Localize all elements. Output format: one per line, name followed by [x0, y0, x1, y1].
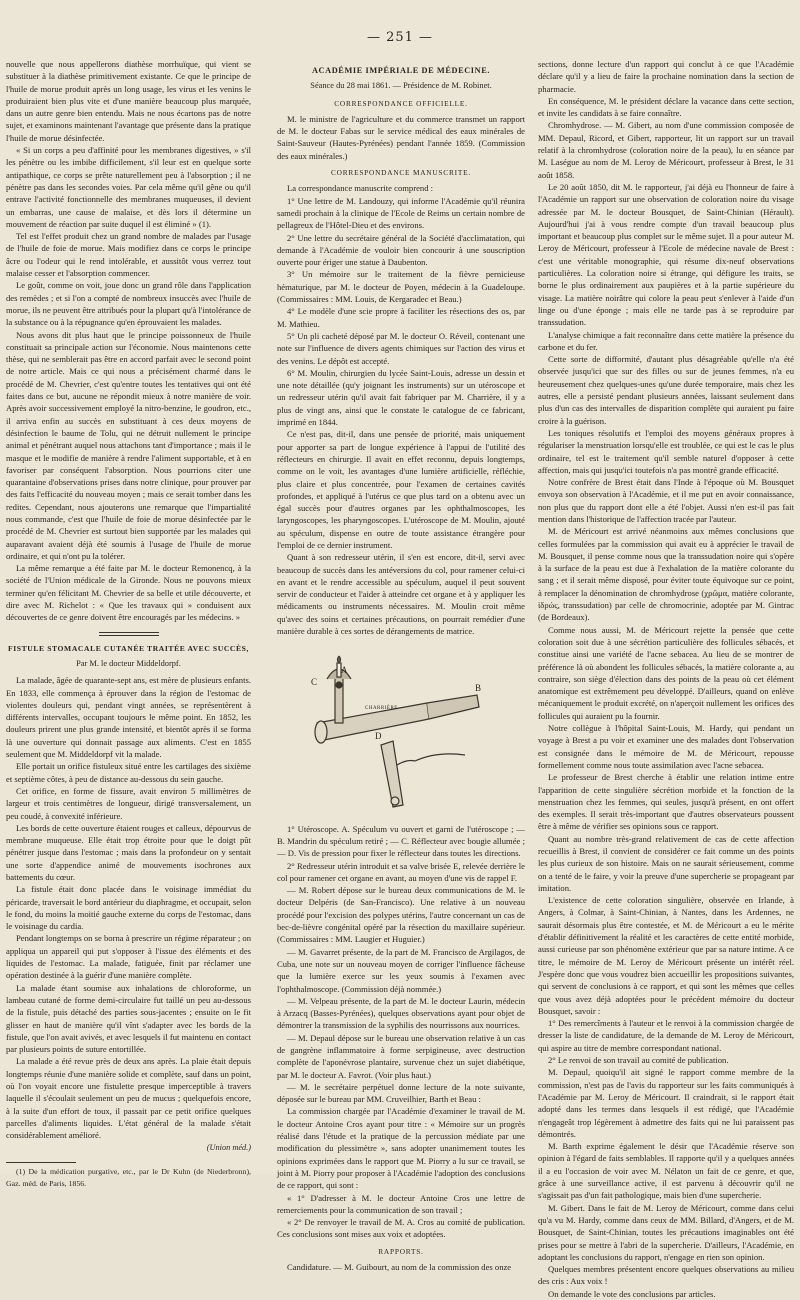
paragraph: Tel est l'effet produit chez un grand nombre de malades par l'usage de l'huile de foie de morue. Mais modifiez dans ce corps le principe âcre ou l'odeur qui le rend intolérable, et aussitôt vous verrez tout malaise cesser et l'absorption commencer.	[6, 231, 251, 279]
paragraph: La même remarque a été faite par M. le docteur Remonencq, à la société de l'Union médicale de la Gironde. Nous ne pouvons mieux terminer qu'en félicitant M. Chevrier de sa belle et utile découverte, et dire avec M. Richelot : « Que les travaux qui » conduisent aux découvertes de ce genre doivent être encouragés par les médecins. »	[6, 563, 251, 623]
paragraph: Cette sorte de difformité, d'autant plus désagréable qu'elle n'a été observée jusqu'ici que sur des filles ou sur de jeunes femmes, n'a eu heureusement chez quelques-unes qu'une durée temporaire, mais chez les autres, elle a persisté pendant plusieurs années, laissant seulement dans plus d'un cas des intervalles de disparition complète qui auraient pu faire croire à la guérison.	[538, 354, 794, 426]
candle-flame	[338, 656, 341, 663]
paragraph: 4° Le modèle d'une scie propre à faciliter les résections des os, par M. Mathieu.	[277, 306, 525, 329]
paragraph: M. Barth exprime également le désir que l'Académie réserve son opinion à l'égard de faits semblables. Il rapporte qu'il y a quelques années il a eu l'occasion de voir avec M. Nélaton un fait de ce genre, et que, grâce à une surveillance active, il est parvenu à découvrir qu'il ne s'agissait pas d'un fait pathologique, mais bien d'une supercherie.	[538, 1141, 794, 1201]
paragraph: Les toniques résolutifs et l'emploi des moyens généraux propres à régulariser la menstruation lorsqu'elle est troublée, ce qui est le cas le plus ordinaire, tel est le traitement qu'il semble naturel d'opposer à cette affection, mais qui jusqu'ici toutefois n'a pas montré grande efficacité.	[538, 427, 794, 475]
paragraph: — M. Velpeau présente, de la part de M. le docteur Laurin, médecin à Arzacq (Basses-Pyrénées), quelques observations ayant pour objet de démontrer la transmission de la syphilis des nourrissons aux nourrices.	[277, 995, 525, 1031]
label-b: B	[475, 683, 482, 694]
paragraph: L'analyse chimique a fait reconnaître dans cette matière la présence du carbone et du fer.	[538, 329, 794, 352]
paragraph: Le goût, comme on voit, joue donc un grand rôle dans l'application des remèdes ; et si l'on a compté de nombreux insuccès avec l'huile de morue, ils ne peuvent être attribués pour la plupart qu'à l'intolérance de la substance ou à la répugnance qu'en éprouvaient les malades.	[6, 280, 251, 328]
paragraph: Quelques membres présentent encore quelques observations au milieu des cris : Aux voix !	[538, 1264, 794, 1287]
valve-rod	[415, 754, 465, 761]
paragraph: L'existence de cette coloration singulière, observée en Irlande, à Angers, à Colmar, à Saint-Chinian, à Nantes, dans les Ardennes, ne saurait désormais plus être contestée, et M. de Méricourt a eu le mérite d'établir définitivement la réalité et les caractères de cette entité morbide, aussi curieuse par son phénomène extérieur que par sa nature intime. A ce titre, le mémoire de M. Leroy de Méricourt présente un intérêt réel. J'espère donc que vous voudrez bien accueillir les propositions suivantes, qui servent de conclusions à ce rapport, et qui sont les mêmes que celles que vous avez déjà adoptées pour le précédent mémoire du docteur Bousquet, savoir :	[538, 895, 794, 1016]
paragraph: — M. Robert dépose sur le bureau deux communications de M. le docteur Delpéris (de San-Francisco). Une relative à un nouveau procédé pour l'excision des polypes utérins, l'autre concernant un cas de bec-de-lièvre congénital opéré par la résection du maxillaire supérieur. (Commissaires : MM. Laugier et Huguier.)	[277, 885, 525, 945]
footnote: (1) De la médication purgative, etc., par le Dr Kuhn (de Niederbronn), Gaz. méd. de Paris, 1856.	[6, 1166, 251, 1189]
paragraph: Comme nous aussi, M. de Méricourt rejette la pensée que cette coloration soit due à une sécrétion particulière des follicules sébacés, et constitue ainsi une variété de l'acne sebacea. Au lieu de se montrer de préférence là où abondent les follicules sébacés, la matière colorante a, au contraire, son siège d'élection dans des points de la peau où cet élément anatomique est extrêmement peu développé. D'ailleurs, quand on enlève mécaniquement le produit excrété, on n'aperçoit nullement les orifices des follicules qui auraient pu la fournir.	[538, 624, 794, 721]
paragraph: — M. le secrétaire perpétuel donne lecture de la note suivante, déposée sur le bureau par MM. Cruveilhier, Barth et Beau :	[277, 1081, 525, 1105]
paragraph: Le 20 août 1850, dit M. le rapporteur, j'ai déjà eu l'honneur de faire à l'Académie un rapport sur une observation de coloration noire du visage adressée par M. le docteur Bousquet, de Saint-Chinian (Hérault). Aujourd'hui j'ai à vous rendre compte d'un travail beaucoup plus important et beaucoup plus complet sur le même sujet. Il a pour auteur M. Leroy de Méricourt, professeur à l'Ecole de médecine navale de Brest : c'est une véritable monographie, qui résume dix-neuf observations particulières. La coloration noire si étrange, qui défigure les traits, se borne le plus ordinairement aux paupières et à la partie supérieure du visage. La matière noirâtre qui colore la peau peut s'enlever à l'aide d'un linge ou d'une éponge ; mais elle ne tarde pas à se reproduire par transsudation.	[538, 181, 794, 328]
article-title: FISTULE STOMACALE CUTANÉE TRAITÉE AVEC SUCCÈS,	[8, 643, 249, 653]
column-middle	[277, 58, 525, 1273]
paragraph: 2° Redresseur utérin introduit et sa valve brisée E, relevée derrière le col pour ramener cet organe en avant, au moyen d'une vis de rappel F.	[277, 860, 525, 883]
session-line: Séance du 28 mai 1861. — Présidence de M. Robinet.	[310, 81, 492, 91]
paragraph: La malade a été revue près de deux ans après. La plaie était depuis longtemps réunie d'une manière solide et complète, sauf dans un point, où l'on voyait encore une fistulette presque imperceptible à travers laquelle il s'écoulait seulement un peu de mucus ; quelquefois encore, à la suite d'un effort de toux, il passait par ce petit orifice quelques parcelles d'aliments liquides. L'état général de la malade s'était considérablement amélioré.	[6, 1056, 251, 1141]
paragraph: Pendant longtemps on se borna à prescrire un régime réparateur ; on appliqua un appareil qui put s'opposer à l'issue des éléments et des liquides de l'estomac. La malade, fatiguée, finit par réclamer une opération destinée à la guérir d'une manière complète.	[6, 933, 251, 981]
uteroscope-figure	[277, 643, 525, 813]
paragraph: Notre confrère de Brest était dans l'Inde à l'époque où M. Bousquet envoya son observation à l'Académie, et il me put en avoir connaissance, non plus que du rapport dont elle a été l'objet. Aussi n'en est-il pas fait mention dans l'historique de l'affection tracée par l'auteur.	[538, 477, 794, 524]
subsection-label: CORRESPONDANCE MANUSCRITE.	[331, 168, 471, 178]
paragraph: Quant au nombre très-grand relativement de cas de cette affection recueillis à Brest, il convient de considérer ce fait comme un des points les plus curieux de son histoire. Mais on ne saurait sérieusement, comme on a tenté de le faire, y voir la preuve d'une supercherie se propageant par imitation.	[538, 833, 794, 893]
paragraph: M. le ministre de l'agriculture et du commerce transmet un rapport de M. le docteur Fabas sur le service médical des eaux minérales de Saint-Sauveur (Hautes-Pyrénées) pendant l'année 1859. (Commission des eaux minérales.)	[277, 113, 525, 161]
pressure-screw	[336, 682, 342, 688]
redresseur-body	[381, 741, 403, 807]
paragraph: 1° Utéroscope. A. Spéculum vu ouvert et garni de l'utéroscope ; — B. Mandrin du spéculum retiré ; — C. Réflecteur avec bougie allumée ; — D. Vis de pression pour fixer le réflecteur dans toutes les directions.	[277, 823, 525, 859]
paragraph: 2° Le renvoi de son travail au comité de publication.	[548, 1055, 729, 1066]
paragraph: « 2° De renvoyer le travail de M. A. Cros au comité de publication. Ces conclusions sont mises aux voix et adoptées.	[277, 1217, 525, 1240]
paragraph: La malade étant soumise aux inhalations de chloroforme, un lambeau cutané de forme demi-circulaire fut taillé un peu au-dessous de la fistule, puis détaché des parties sous-jacentes ; ensuite on le fit glisser en haut de manière qu'il vînt s'adapter avec les bords de la fistule, que l'on avait avivés, et avec lesquels il fut maintenu en contact par plusieurs points de suture entortillée.	[6, 982, 251, 1055]
label-d: D	[375, 731, 382, 742]
paragraph: Cet orifice, en forme de fissure, avait environ 5 millimètres de largeur et trois centimètres de longueur, dirigé transversalement, un peu coudé, à convexité inférieure.	[6, 785, 251, 821]
source-signature: (Union méd.)	[206, 1142, 251, 1152]
paragraph: — M. Depaul dépose sur le bureau une observation relative à un cas de gangrène inflammatoire à forme serpigineuse, avec destruction complète de l'aponévrose plantaire, survenue chez un sujet diabétique, par M. le docteur A. Favrot. (Voir plus haut.)	[277, 1032, 525, 1080]
label-a: A	[341, 665, 348, 676]
paragraph: La correspondance manuscrite comprend :	[287, 183, 434, 194]
paragraph: Ce n'est pas, dit-il, dans une pensée de priorité, mais uniquement pour apporter sa part de longue expérience à l'appui de l'utilité des réflecteurs en chirurgie. Il avait en effet reconnu, depuis longtemps, comme on le voit, les avantages d'une lumière artificielle, réfléchie, plus claire et plus concentrée, pour l'examen de certaines cavités profondes, et appliqué à l'utérus ce que plus tard on a obtenu avec un égal succès pour d'autres organes par les ophthalmoscopes, les laryngoscopes, les pharyngoscopes. L'utéroscope de M. Moulin, ajouté au spéculum, dispense en outre de toute assistance étrangère pour l'emploi de ce dernier instrument.	[277, 429, 525, 550]
paragraph: 2° Une lettre du secrétaire général de la Société d'acclimatation, qui demande à l'Académie de vouloir bien concourir à une souscription ouverte pour ériger une statue à Daubenton.	[277, 232, 525, 268]
paragraph: 6° M. Moulin, chirurgien du lycée Saint-Louis, adresse un dessin et une note détaillée (qu'y joignant les instruments) sur un utéroscope et un redresseur utérin qu'il avait fait fabriquer par M. Charrière, il y a plus de vingt ans, ainsi que le constate le catalogue de ce fabricant, imprimé en 1844.	[277, 367, 525, 428]
paragraph: M. de Méricourt est arrivé néanmoins aux mêmes conclusions que celles formulées par la commission qui avait eu à apprécier le travail de M. Bousquet, il pense comme nous que la transsudation noire qui s'opère à la surface de la peau est due à l'exhalation de la matière colorante du sang ; et il serait même disposé, pour éviter toute équivoque sur ce point, à remplacer la dénomination de chromhydrose (χρῶμα, matière colorante, ἱδρώς, transsudation) par celle de chromocrinie, adoptée par M. Gintrac (de Bordeaux).	[538, 526, 794, 623]
speculum-mandrin	[427, 695, 479, 719]
paragraph: M. Depaul, quoiqu'il ait signé le rapport comme membre de la commission, n'est pas de l'avis du rapporteur sur les faits communiqués à l'Académie par M. Leroy de Méricourt. Il craindrait, si le rapport était adopté dans les termes dans lesquels il est rédigé, que l'Académie n'engageât trop légèrement à admettre des faits qui ne lui paraissent pas démontrés.	[538, 1067, 794, 1139]
paragraph: 1° Une lettre de M. Landouzy, qui informe l'Académie qu'il réunira samedi prochain à la clinique de l'Ecole de Reims un certain nombre de pellagreux de l'Hôtel-Dieu et des environs.	[277, 195, 525, 231]
paragraph: M. Gibert. Dans le fait de M. Leroy de Méricourt, comme dans celui qu'a vu M. Hardy, comme dans ceux de MM. Billard, d'Angers, et de M. Bousquet, de Saint-Chinian, toutes les précautions imaginables ont été prises pour se mettre à l'abri de la supercherie. D'ailleurs, l'Académie, en adoptant les conclusions du rapport, n'engage en rien son opinion.	[538, 1202, 794, 1262]
paragraph: nouvelle que nous appellerons diathèse morrhuïque, qui vient se substituer à la diathèse primitivement existante. Ce que le principe de l'huile de morue produit après un long usage, les virus et les venins le produiraient bien plus vite et d'une manière beaucoup plus marquée, dans un autre genre bien entendu. Mais ne nous écartons pas de notre sujet, et examinons maintenant l'avantage que présente dans la pratique l'huile de morue désinfectée.	[6, 59, 251, 143]
paragraph: Quant à son redresseur utérin, il s'en est encore, dit-il, servi avec beaucoup de succès dans les antéversions du col, pour ramener celui-ci en avant et le rendre accessible au spéculum, auquel il peut souvent servir de conducteur et l'aider à atteindre cet organe et à y appliquer les médicaments ou instruments nécessaires. M. Moulin croit même qu'avec des soins et certaines précautions, on pourrait remédier d'une manière durable à ces sortes de dérangements de matrice.	[277, 552, 525, 637]
footnote-rule	[6, 1162, 76, 1163]
paragraph: 5° Un pli cacheté déposé par M. le docteur O. Réveil, contenant une note sur l'influence de divers agents chimiques sur l'action des virus et des venins. Le dépôt est accepté.	[277, 330, 525, 366]
paragraph: En conséquence, M. le président déclare la vacance dans cette section, et invite les candidats à se faire connaître.	[538, 95, 794, 119]
paragraph: Les bords de cette ouverture étaient rouges et calleux, dépourvus de membrane muqueuse. Elle était trop étroite pour que le doigt pût pénétrer jusque dans l'estomac ; mais dans la profondeur on y sentait une sorte d'appendice animé de mouvements isochrones aux battements du cœur.	[6, 822, 251, 882]
paragraph: sections, donne lecture d'un rapport qui conclut à ce que l'Académie déclare qu'il y a lieu de faire la prochaine nomination dans la section de pharmacie.	[538, 59, 794, 94]
maker-mark: CHARRIÈRE	[365, 706, 398, 712]
page-number: — 251 —	[366, 30, 434, 45]
paragraph: On demande le vote des conclusions par articles.	[548, 1288, 716, 1299]
paragraph: — M. Gavarret présente, de la part de M. Francisco de Argilagos, de Cuba, une note sur un nouveau moyen de corriger l'influence fâcheuse que la lumière exerce sur les yeux soumis à l'examen avec l'ophthalmoscope. (Commission déjà nommée.)	[277, 946, 525, 994]
paragraph: Le professeur de Brest cherche à établir une relation intime entre l'apparition de cette singulière sécrétion morbide et la fonction de la menstruation chez les femmes, qui seules, jusqu'à présent, en ont offert des exemples. Il serait très-important que d'autres observateurs poussent être à même de vérifier ses opinions sous ce rapport.	[538, 772, 794, 832]
paragraph: Notre collègue à l'hôpital Saint-Louis, M. Hardy, qui pendant un voyage à Brest a pu voir et examiner une des malades dont l'observation est consignée dans le mémoire de M. de Méricourt, repousse formellement comme nous toute assimilation avec l'acne sebacea.	[538, 723, 794, 770]
paragraph: 1° Des remercîments à l'auteur et le renvoi à la commission chargée de dresser la liste de candidature, de la demande de M. Leroy de Méricourt, qui aspire au titre de membre correspondant national.	[538, 1018, 794, 1053]
paragraph: La malade, âgée de quarante-sept ans, est mère de plusieurs enfants. En 1833, elle commença à éprouver dans la région de l'estomac de violentes douleurs qui, pendant vingt années, se représentèrent à différents intervalles, occupant toujours le même point. En 1852, les douleurs prirent une plus grande intensité, et bientôt après il se forma là une ouverture qui donnait passage aux aliments. C'est en 1855 seulement que M. Middeldorpf vit la malade.	[6, 675, 251, 760]
paragraph: Chromhydrose. — M. Gibert, au nom d'une commission composée de MM. Depaul, Ricord, et Gibert, rapporteur, lit un rapport sur un travail relatif à la chromhydrose (coloration noire de la peau), lu en séance par M. Laségue au nom de M. Leroy de Méricourt, professeur à Brest, le 31 août 1858.	[538, 120, 794, 180]
paragraph: Candidature. — M. Guibourt, au nom de la commission des onze	[287, 1262, 512, 1273]
paragraph: Elle portait un orifice fistuleux situé entre les cartilages des sixième et septième côtes, à peu de distance au-dessous du sein gauche.	[6, 761, 251, 784]
paragraph: « Si un corps a peu d'affinité pour les membranes digestives, » s'il les pénètre ou les imbibe difficilement, s'il leur est en quelque sorte antipathique, ce corps se prête naturellement peu à l'absorption ; il ne pénètre pas dans les secondes voies. Par cela même qu'il gêne ou qu'il entrave l'activité fonctionnelle des membranes muqueuses, il devient un embarras, une cause de malaise, et dès lors il détermine un mouvement de réaction par suite duquel il est éliminé » (1).	[6, 145, 251, 229]
paragraph: « 1° D'adresser à M. le docteur Antoine Cros une lettre de remerciements pour la communication de son travail ;	[277, 1192, 525, 1215]
column-left	[6, 58, 251, 1190]
article-byline: Par M. le docteur Middeldorpf.	[76, 658, 181, 668]
speculum-opening	[315, 721, 327, 743]
paragraph: La fistule était donc placée dans le voisinage immédiat du péricarde, traversait le bord antérieur du diaphragme, et occupait, selon le fond, du moins la moitié gauche externe du corps de l'estomac, dans le voisinage du cardia.	[6, 884, 251, 932]
label-c: C	[311, 677, 318, 688]
paragraph: La commission chargée par l'Académie d'examiner le travail de M. le docteur Antoine Cros ayant pour titre : « Mémoire sur un progrès réalisé dans l'étude et la pratique de la percussion médiate par une modification du plessimètre », sans adopter unanimement toutes les opinions exprimées dans le rapport que M. Piorry a lu sur ce travail, se joint à M. Piorry pour proposer à l'Académie l'adoption des conclusions de ce rapport, qui sont :	[277, 1106, 525, 1191]
subsection-label: CORRESPONDANCE OFFICIELLE.	[334, 98, 468, 108]
paragraph: Nous avons dit plus haut que le principe poissonneux de l'huile constituait sa principale action sur l'économie. Nous maintenons cette thèse, qui ne semblerait pas être en accord parfait avec le second point de notre article. Mais ce qui nous a précisément charmé dans le procédé de M. Chevrier, c'est qu'entre toutes les tentatives qui ont été faites dans ce but, aucune ne répondit mieux à notre manière de voir. Après avoir successivement employé la nitro-benzine, le goudron, etc., il arriva enfin au succès en substituant à ces deux moyens de désinfection le baume de Tolu, qui ne détruit nullement le principe animal et pénétrant auquel nous attachons tant d'importance ; mais il le masque et le modifie de manière à rendre l'aliment supportable, et à en favoriser par conséquent l'absorption. Nous pourrions citer une quarantaine d'observations prises dans notre clinique, pour prouver par des faits l'efficacité du nouveau moyen ; mais ce serait tomber dans les redites. Cependant, nous ajouterons une remarque que l'impartialité nous commande, c'est que l'huile de foie de morue désinfectée par le procédé de M. Chevrier est surtout bien supportée par les malades qui auparavant avaient déjà été soumis à l'usage de l'huile de morue ordinaire, et qui n'ont pu la tolérer.	[6, 329, 251, 561]
paragraph: 3° Un mémoire sur le traitement de la fièvre pernicieuse hématurique, par M. le docteur de Poyen, médecin à la Guadeloupe. (Commissaires : MM. Louis, de Kergaradec et Beau.)	[277, 269, 525, 305]
redresseur-handle	[391, 797, 399, 805]
section-header: ACADÉMIE IMPÉRIALE DE MÉDECINE.	[311, 66, 491, 75]
rappel-screw	[397, 761, 415, 766]
section-divider	[99, 632, 159, 636]
column-right	[538, 58, 794, 1300]
subsection-label: RAPPORTS.	[378, 1246, 424, 1256]
